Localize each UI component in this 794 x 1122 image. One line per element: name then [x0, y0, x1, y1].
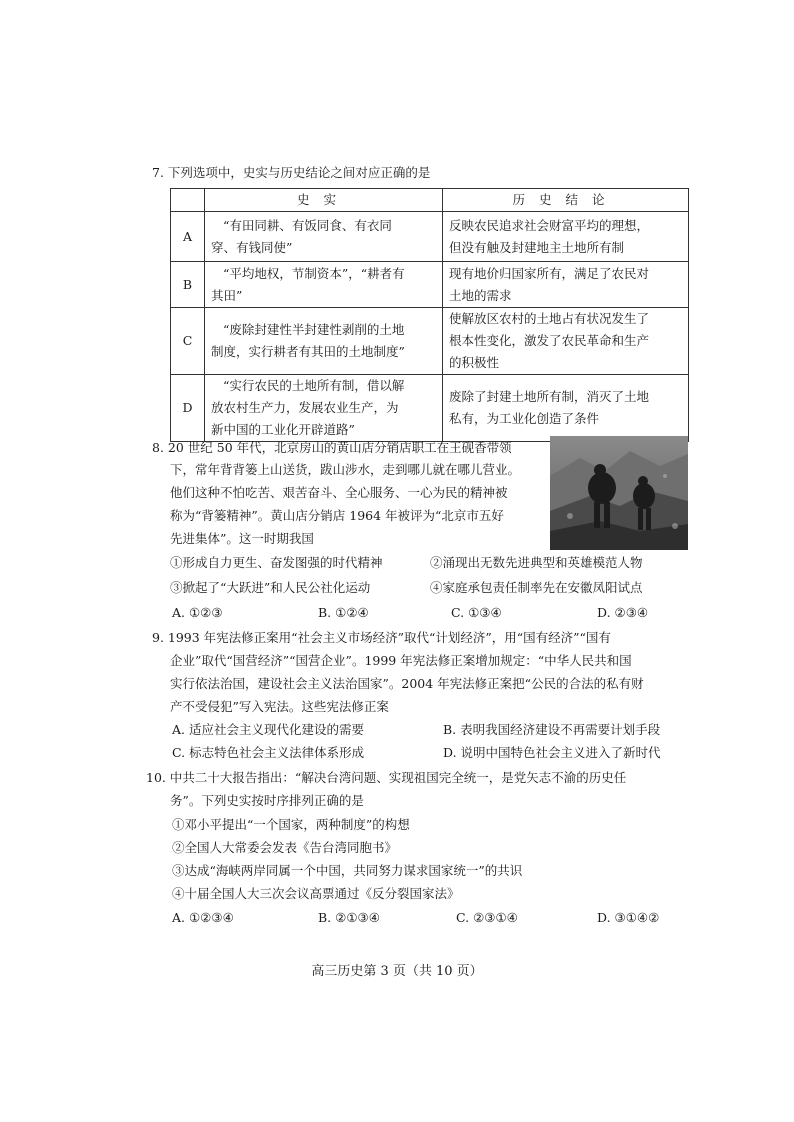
table-row [171, 212, 689, 262]
q7-table [170, 188, 689, 442]
row-conclusion [443, 375, 689, 442]
table-empty-header [171, 189, 205, 212]
fact-line: 新中国的工业化开辟道路” [211, 422, 355, 437]
row-fact [205, 212, 443, 262]
conclusion-line: 私有，为工业化创造了条件 [449, 411, 600, 426]
conclusion-line: 的积极性 [449, 355, 500, 370]
fact-line: “实行农民的土地所有制，借以解 [223, 378, 405, 393]
q9-line: 企业”取代“国营经济”“国营企业”。1999 年宪法修正案增加规定：“中华人民共和国 [170, 653, 632, 668]
conclusion-line: 现有地价归国家所有，满足了农民对 [449, 265, 650, 281]
row-fact [205, 262, 443, 308]
table-header-conclusion: 历史结论 [443, 189, 689, 212]
q8-option-c[interactable]: C. ①③④ [451, 605, 502, 620]
q9-line: 产不受侵犯”写入宪法。这些宪法修正案 [170, 699, 389, 714]
q10-item: ①邓小平提出“一个国家，两种制度”的构想 [172, 817, 410, 832]
q7-stem: 7. 下列选项中，史实与历史结论之间对应正确的是 [152, 165, 431, 180]
row-fact [205, 308, 443, 375]
q8-option-d[interactable]: D. ②③④ [597, 605, 649, 620]
row-letter: A [171, 212, 205, 262]
q10-line: 10. 中共二十大报告指出：“解决台湾问题、实现祖国完全统一，是党矢志不渝的历史任 [146, 770, 627, 785]
table-row [171, 262, 689, 308]
q9-line: 实行依法治国，建设社会主义法治国家”。2004 年宪法修正案把“公民的合法的私有财 [170, 676, 644, 691]
conclusion-line: 废除了封建土地所有制，消灭了土地 [449, 389, 650, 404]
page-footer: 高三历史第 3 页（共 10 页） [311, 964, 483, 979]
q9-option-c[interactable]: C. 标志特色社会主义法律体系形成 [172, 745, 365, 760]
conclusion-line: 使解放区农村的土地占有状况发生了 [449, 311, 650, 326]
q10-item: ②全国人大常委会发表《告台湾同胞书》 [172, 840, 398, 855]
q8-item: ④家庭承包责任制率先在安徽凤阳试点 [430, 580, 643, 595]
row-letter: C [171, 308, 205, 375]
q8-option-b[interactable]: B. ①②④ [318, 605, 369, 620]
row-conclusion [443, 308, 689, 375]
row-letter: B [171, 262, 205, 308]
table-row [171, 308, 689, 375]
fact-line: “有田同耕、有饭同食、有衣同 [223, 217, 392, 233]
q8-line: 下，常年背背篓上山送货，跋山涉水，走到哪儿就在哪儿营业。 [170, 462, 521, 477]
q10-item: ③达成“海峡两岸同属一个中国，共同努力谋求国家统一”的共识 [172, 863, 523, 878]
q8-line: 他们这种不怕吃苦、艰苦奋斗、全心服务、一心为民的精神被 [170, 485, 508, 500]
q8-item: ①形成自力更生、奋发图强的时代精神 [170, 555, 383, 570]
backpack-workers-photo [550, 436, 688, 550]
q9-option-d[interactable]: D. 说明中国特色社会主义进入了新时代 [443, 745, 661, 760]
row-conclusion [443, 262, 689, 308]
conclusion-line: 反映农民追求社会财富平均的理想， [449, 217, 650, 233]
fact-line: 制度，实行耕者有其田的土地制度” [211, 344, 405, 359]
fact-line: 其田” [211, 287, 243, 303]
conclusion-line: 土地的需求 [449, 287, 512, 303]
row-fact [205, 375, 443, 442]
q8-line: 先进集体”。这一时期我国 [170, 531, 314, 546]
q8-line: 8. 20 世纪 50 年代，北京房山的黄山店分销店职工在王砚香带领 [152, 440, 512, 455]
row-conclusion [443, 212, 689, 262]
q10-line: 务”。下列史实按时序排列正确的是 [170, 793, 364, 808]
q10-item: ④十届全国人大三次会议高票通过《反分裂国家法》 [172, 886, 460, 901]
q10-option-d[interactable]: D. ③①④② [597, 910, 660, 925]
q9-line: 9. 1993 年宪法修正案用“社会主义市场经济”取代“计划经济”，用“国有经济”“国有 [152, 630, 611, 645]
table-row [171, 375, 689, 442]
q10-option-a[interactable]: A. ①②③④ [172, 910, 234, 925]
q10-option-b[interactable]: B. ②①③④ [318, 910, 380, 925]
q9-option-a[interactable]: A. 适应社会主义现代化建设的需要 [172, 722, 364, 737]
conclusion-line: 但没有触及封建地主土地所有制 [449, 239, 625, 255]
q8-option-a[interactable]: A. ①②③ [172, 605, 223, 620]
row-letter: D [171, 375, 205, 442]
fact-line: 穿、有钱同使” [211, 239, 293, 255]
q8-item: ③掀起了“大跃进”和人民公社化运动 [170, 580, 371, 595]
fact-line: 放农村生产力，发展农业生产，为 [211, 400, 399, 415]
fact-line: “平均地权，节制资本”，“耕者有 [223, 265, 405, 281]
q8-item: ②涌现出无数先进典型和英雄模范人物 [430, 555, 643, 570]
q8-line: 称为“背篓精神”。黄山店分销店 1964 年被评为“北京市五好 [170, 508, 504, 523]
q9-option-b[interactable]: B. 表明我国经济建设不再需要计划手段 [443, 722, 661, 737]
fact-line: “废除封建性半封建性剥削的土地 [223, 322, 405, 337]
table-header-fact: 史实 [205, 189, 443, 212]
q10-option-c[interactable]: C. ②③①④ [456, 910, 518, 925]
conclusion-line: 根本性变化，激发了农民革命和生产 [449, 333, 650, 348]
